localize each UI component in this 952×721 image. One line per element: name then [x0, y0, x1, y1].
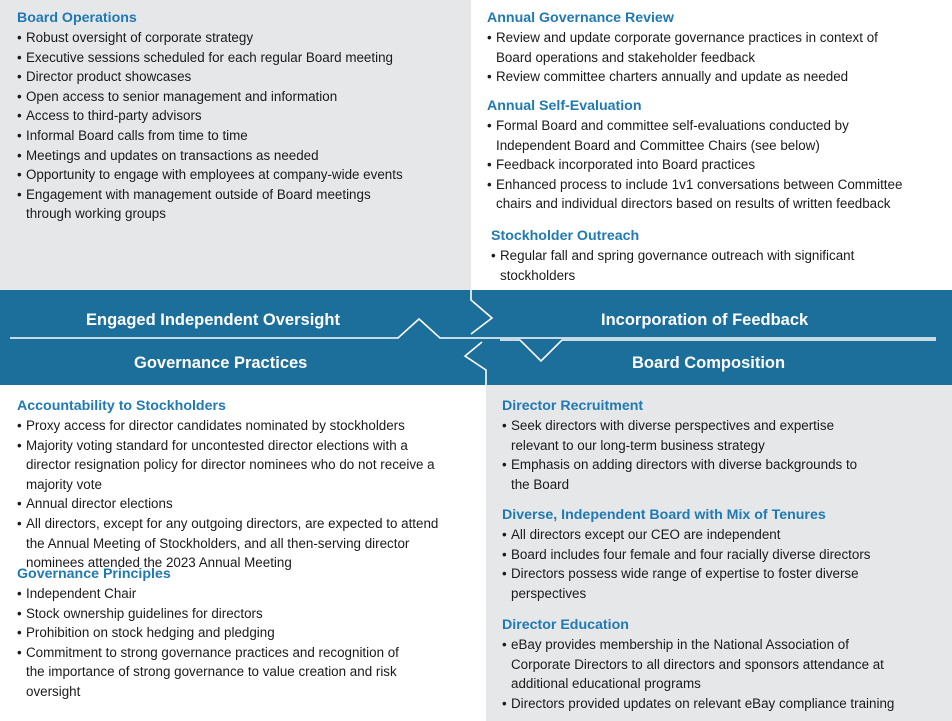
section-governance-principles: [17, 565, 399, 702]
bullet-list: [487, 28, 878, 87]
bullet-item: [17, 584, 399, 604]
bullet-line: through working groups: [26, 206, 166, 222]
section-title: Accountability to Stockholders: [17, 398, 226, 414]
band-label-incorporation-of-feedback: Incorporation of Feedback: [601, 311, 809, 329]
section-accountability-to-stockholders: [17, 397, 438, 573]
bullet-list: [17, 28, 403, 224]
bullet-line: • Meetings and updates on transactions as needed: [26, 147, 319, 163]
bullet-item: [502, 455, 857, 494]
bullet-line: • Director product showcases: [26, 69, 192, 85]
section-director-recruitment: [502, 397, 857, 494]
bullet-line: • Directors possess wide range of expertise to foster diverse: [511, 566, 859, 582]
section-director-education: [502, 616, 894, 713]
bullet-line: the importance of strong governance to value creation and risk: [26, 664, 397, 680]
section-title: Stockholder Outreach: [491, 228, 640, 244]
band-label-board-composition: Board Composition: [632, 354, 786, 372]
bullet-line: the Annual Meeting of Stockholders, and all then-serving director: [26, 535, 410, 551]
bullet-item: [17, 623, 399, 643]
bullet-item: [487, 116, 902, 155]
bullet-line: nominees attended the 2023 Annual Meeting: [26, 555, 292, 571]
bullet-line: stockholders: [500, 267, 576, 283]
bullet-line: • Review and update corporate governance practices in context of: [496, 30, 878, 45]
bullet-line: • Enhanced process to include 1v1 conversations between Committee: [496, 176, 903, 192]
bullet-item: [17, 643, 399, 702]
bullet-line: • Board includes four female and four racially diverse directors: [511, 546, 871, 562]
bullet-line: oversight: [26, 683, 81, 699]
bullet-line: Board operations and stakeholder feedback: [496, 49, 756, 65]
bullet-line: • Majority voting standard for uncontested director elections with a: [26, 437, 408, 453]
bullet-line: • Access to third-party advisors: [26, 108, 202, 124]
bullet-line: • Seek directors with diverse perspectives and expertise: [511, 418, 835, 433]
bullet-item: [491, 246, 854, 285]
bullet-item: [487, 155, 902, 175]
bullet-line: • Directors provided updates on relevant eBay compliance training: [511, 695, 895, 711]
section-title: Director Education: [502, 617, 629, 633]
bullet-line: • Proxy access for director candidates nominated by stockholders: [26, 418, 405, 433]
bullet-list: [502, 416, 857, 494]
section-annual-self-evaluation: [487, 97, 902, 214]
bullet-item: [17, 48, 403, 68]
bullet-line: • Annual director elections: [26, 496, 173, 512]
bullet-list: [17, 416, 438, 573]
bullet-list: [502, 525, 871, 603]
bullet-line: • Robust oversight of corporate strategy: [26, 30, 254, 45]
bullet-item: [17, 604, 399, 624]
bullet-line: • Executive sessions scheduled for each regular Board meeting: [26, 49, 393, 65]
bullet-line: relevant to our long-term business strategy: [511, 437, 765, 453]
bullet-line: • Review committee charters annually and update as needed: [496, 69, 849, 85]
bullet-item: [17, 126, 403, 146]
band-label-engaged-independent-oversight: Engaged Independent Oversight: [86, 311, 340, 329]
bullet-list: [491, 246, 854, 285]
band-label-governance-practices: Governance Practices: [134, 354, 308, 372]
bullet-line: chairs and individual directors based on results of written feedback: [496, 196, 891, 212]
bullet-line: the Board: [511, 476, 570, 492]
bullet-line: • Engagement with management outside of Board meetings: [26, 186, 371, 202]
bullet-line: Corporate Directors to all directors and sponsors attendance at: [511, 656, 884, 672]
bullet-line: additional educational programs: [511, 676, 701, 692]
bullet-item: [502, 635, 894, 694]
bullet-item: [17, 28, 403, 48]
bullet-line: • Independent Chair: [26, 586, 137, 601]
section-annual-governance-review: [487, 9, 878, 87]
bullet-line: • Informal Board calls from time to time: [26, 127, 248, 143]
bullet-line: • Prohibition on stock hedging and pledging: [26, 625, 275, 641]
bullet-line: • eBay provides membership in the National Association of: [511, 637, 849, 652]
section-title: Governance Principles: [17, 566, 171, 582]
bullet-item: [502, 525, 871, 545]
bullet-line: perspectives: [511, 585, 587, 601]
bullet-item: [17, 67, 403, 87]
bullet-item: [17, 185, 403, 224]
bullet-line: • Emphasis on adding directors with diverse backgrounds to: [511, 457, 858, 473]
bullet-item: [17, 416, 438, 436]
bullet-line: • Formal Board and committee self-evaluations conducted by: [496, 118, 849, 133]
section-title: Annual Governance Review: [487, 10, 674, 26]
bullet-line: majority vote: [26, 476, 102, 492]
bullet-line: • Open access to senior management and information: [26, 88, 338, 104]
bullet-item: [17, 494, 438, 514]
bullet-line: • All directors except our CEO are independent: [511, 527, 781, 542]
bullet-list: [17, 584, 399, 702]
bullet-line: • Regular fall and spring governance outreach with significant: [500, 248, 855, 263]
section-title: Board Operations: [17, 10, 137, 26]
section-stockholder-outreach: [491, 227, 854, 285]
bullet-item: [17, 165, 403, 185]
bullet-item: [502, 564, 871, 603]
bullet-line: director resignation policy for director nominees who do not receive a: [26, 457, 435, 473]
bullet-item: [487, 175, 902, 214]
section-title: Diverse, Independent Board with Mix of Tenures: [502, 507, 826, 523]
section-title: Annual Self-Evaluation: [487, 98, 642, 114]
section-diverse-independent-board: [502, 506, 871, 603]
bullet-item: [17, 146, 403, 166]
bullet-line: • All directors, except for any outgoing directors, are expected to attend: [26, 515, 439, 531]
bullet-list: [502, 635, 894, 713]
bullet-line: Independent Board and Committee Chairs (see below): [496, 137, 820, 153]
bullet-line: • Opportunity to engage with employees at company-wide events: [26, 167, 403, 183]
section-title: Director Recruitment: [502, 398, 644, 414]
bullet-line: • Feedback incorporated into Board practices: [496, 157, 756, 173]
bullet-item: [502, 416, 857, 455]
bullet-item: [17, 106, 403, 126]
bullet-item: [17, 514, 438, 573]
bullet-item: [17, 436, 438, 495]
bullet-item: [487, 28, 878, 67]
bullet-item: [487, 67, 878, 87]
bullet-item: [17, 87, 403, 107]
bullet-line: • Stock ownership guidelines for directors: [26, 605, 263, 621]
bullet-line: • Commitment to strong governance practices and recognition of: [26, 644, 399, 660]
bullet-list: [487, 116, 902, 214]
bullet-item: [502, 545, 871, 565]
section-board-operations: [17, 9, 403, 224]
bullet-item: [502, 694, 894, 714]
